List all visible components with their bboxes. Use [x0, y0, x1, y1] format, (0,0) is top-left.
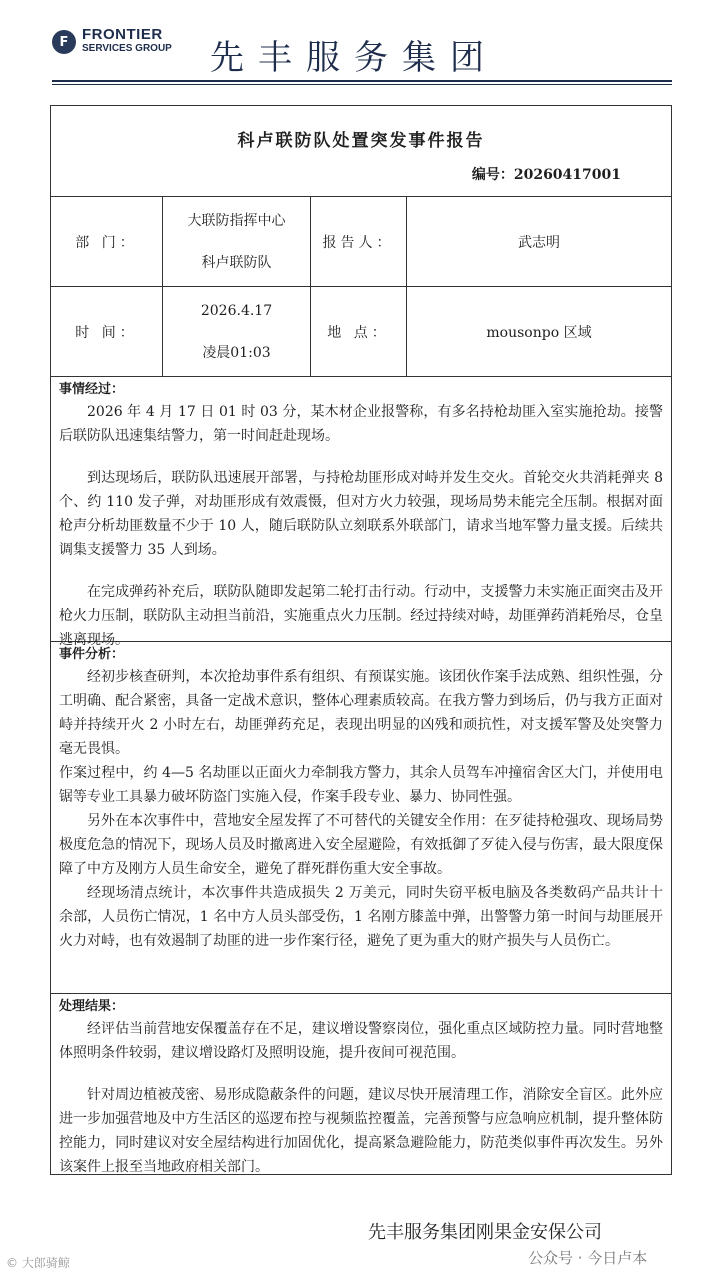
watermark-right: 公众号 · 今日卢本: [528, 1249, 648, 1267]
reporter-value: 武志明: [407, 197, 671, 287]
department-line-1: 大联防指挥中心: [187, 212, 286, 229]
report-form: [50, 105, 672, 1175]
department-line-2: 科卢联防队: [201, 254, 272, 271]
location-label: 地 点：: [311, 287, 407, 377]
logo-text: [82, 28, 172, 56]
department-label: 部 门：: [51, 197, 163, 287]
footer-company: 先丰服务集团刚果金安保公司: [368, 1222, 602, 1243]
analysis-section: [51, 642, 671, 994]
result-paragraph-2: 针对周边植被茂密、易形成隐蔽条件的问题，建议尽快开展清理工作，消除安全盲区。此外应进一步加强营地及中方生活区的巡逻布控与视频监控覆盖，完善预警与应急响应机制，提升整体防控能力，同时建议对安全屋结构进行加固优化，提高紧急避险能力，防范类似事件再次发生。另外该案件上报至当地政府相关部门。: [59, 1087, 663, 1175]
department-value: [163, 197, 311, 287]
process-paragraph-1: 2026 年 4 月 17 日 01 时 03 分，某木材企业报警称，有多名持枪劫匪入室实施抢劫。接警后联防队迅速集结警力，第一时间赶赴现场。: [59, 404, 663, 444]
reporter-label: 报告人：: [311, 197, 407, 287]
process-heading: 事情经过：: [59, 382, 125, 397]
company-logo: [52, 28, 172, 56]
info-grid: [51, 197, 671, 377]
logo-line-1: FRONTIER: [82, 26, 163, 43]
report-number: 编号：20260417001: [471, 167, 621, 183]
report-title-block: [51, 106, 671, 197]
report-title: 科卢联防队处置突发事件报告: [237, 131, 485, 151]
header-title: 先丰服务集团: [210, 38, 498, 78]
result-paragraph-1: 经评估当前营地安保覆盖存在不足，建议增设警察岗位，强化重点区域防控力量。同时营地整体照明条件较弱，建议增设路灯及照明设施，提升夜间可视范围。: [59, 1021, 663, 1061]
analysis-paragraph-1: 经初步核查研判，本次抢劫事件系有组织、有预谋实施。该团伙作案手法成熟、组织性强，分工明确、配合紧密，具备一定战术意识，整体心理素质较高。在我方警力到场后，仍与我方正面对峙并持续开火 2 小时左右，劫匪弹药充足，表现出明显的凶残和顽抗性，对支援军警及处突警力毫无畏惧。: [59, 669, 663, 757]
analysis-paragraph-3: 另外在本次事件中，营地安全屋发挥了不可替代的关键安全作用：在歹徒持枪强攻、现场局势极度危急的情况下，现场人员及时撤离进入安全屋避险，有效抵御了歹徒入侵与伤害，最大限度保障了中方及刚方人员生命安全，避免了群死群伤重大安全事故。: [59, 813, 663, 877]
analysis-paragraph-4: 经现场清点统计，本次事件共造成损失 2 万美元，同时失窃平板电脑及各类数码产品共计十余部，人员伤亡情况，1 名中方人员头部受伤，1 名刚方膝盖中弹，出警警力第一时间与劫匪展开火力对峙，也有效遏制了劫匪的进一步作案行径，避免了更为重大的财产损失与人员伤亡。: [59, 885, 663, 949]
result-section: [51, 994, 671, 1185]
header-divider: [52, 80, 672, 82]
header-divider-thin: [52, 84, 672, 85]
date-value: 2026.4.17: [200, 302, 273, 319]
process-section: [51, 377, 671, 648]
time-label: 时 间：: [51, 287, 163, 377]
watermark-left: © 大郎骑鲸: [6, 1256, 70, 1270]
clock-value: 凌晨01:03: [202, 344, 271, 361]
time-value: [163, 287, 311, 377]
result-heading: 处理结果：: [59, 999, 125, 1014]
shield-logo-icon: F: [52, 30, 76, 54]
location-value: mousonpo 区域: [407, 287, 671, 377]
logo-line-2: SERVICES GROUP: [82, 43, 172, 54]
process-paragraph-3: 在完成弹药补充后，联防队随即发起第二轮打击行动。行动中，支援警力未实施正面突击及开枪火力压制，联防队主动担当前沿，实施重点火力压制。经过持续对峙，劫匪弹药消耗殆尽，仓皇逃离现场。: [59, 584, 663, 648]
analysis-heading: 事件分析：: [59, 647, 125, 662]
analysis-paragraph-2: 作案过程中，约 4—5 名劫匪以正面火力牵制我方警力，其余人员驾车冲撞宿舍区大门，并使用电锯等专业工具暴力破坏防盗门实施入侵，作案手段专业、暴力、协同性强。: [59, 765, 663, 805]
process-paragraph-2: 到达现场后，联防队迅速展开部署，与持枪劫匪形成对峙并发生交火。首轮交火共消耗弹夹 8 个、约 110 发子弹，对劫匪形成有效震慑，但对方火力较强，现场局势未能完全压制。根据对面枪声分析劫匪数量不少于 10 人，随后联防队立刻联系外联部门，请求当地军警力量支援。后续共调集支援警力 35 人到场。: [59, 470, 663, 558]
